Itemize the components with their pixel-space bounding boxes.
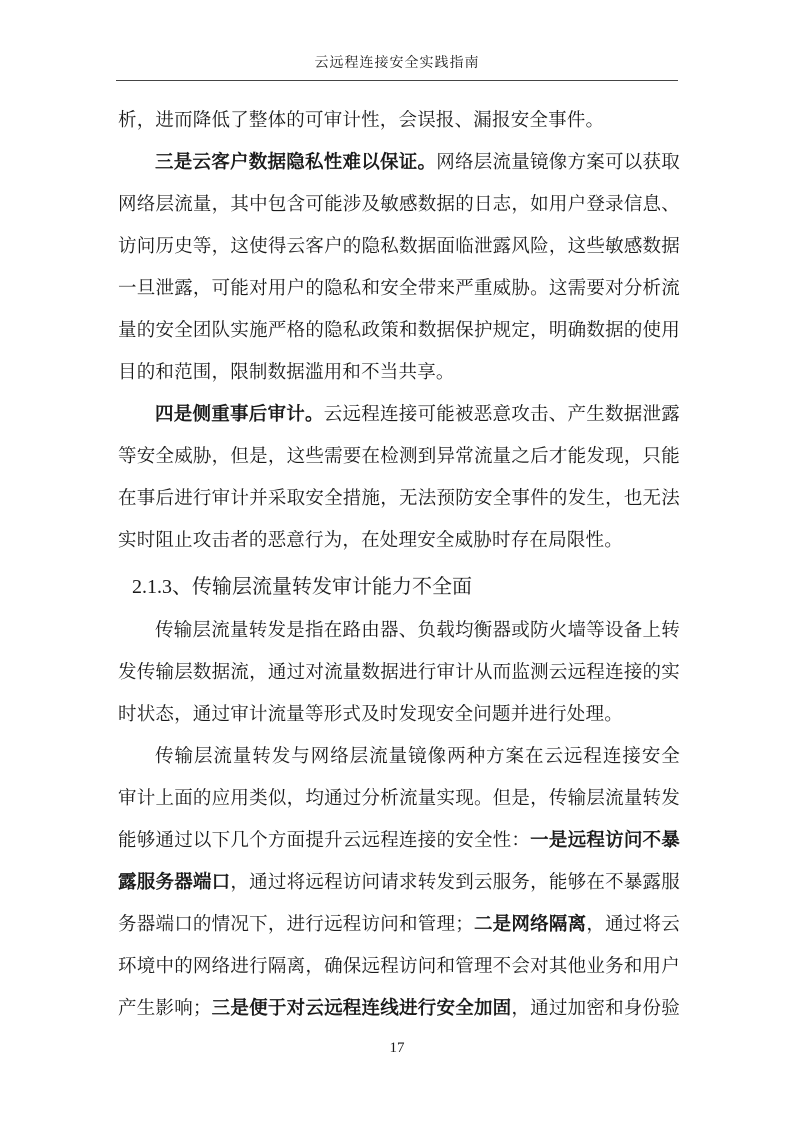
text-line [118, 226, 680, 268]
line-text: 等安全威胁，但是，这些需要在检测到异常流量之后才能发现，只能 [118, 446, 680, 467]
bold-lead-text: 露服务器端口 [118, 872, 231, 893]
section-number: 2.1.3、 [132, 576, 192, 598]
text-line [118, 694, 680, 736]
section-title: 传输层流量转发审计能力不全面 [192, 574, 472, 598]
line-text: ，通过将云 [586, 914, 680, 935]
line-text: ，通过加密和身份验 [511, 998, 680, 1019]
text-line [118, 988, 680, 1030]
line-text: 网络层流量，其中包含可能涉及敏感数据的日志，如用户登录信息、 [118, 194, 680, 215]
header-rule [116, 80, 678, 81]
section-heading [132, 562, 680, 610]
line-text: 时状态，通过审计流量等形式及时发现安全问题并进行处理。 [118, 704, 623, 725]
line-text: 目的和范围，限制数据滥用和不当共享。 [118, 362, 455, 383]
text-line [118, 268, 680, 310]
page-header: 云远程连接安全实践指南 [314, 55, 480, 71]
line-text: 访问历史等，这使得云客户的隐私数据面临泄露风险，这些敏感数据 [118, 236, 680, 257]
line-text: 云远程连接可能被恶意攻击、产生数据泄露 [323, 404, 680, 425]
line-text: 在事后进行审计并采取安全措施，无法预防安全事件的发生，也无法 [118, 488, 680, 509]
line-text: 审计上面的应用类似，均通过分析流量实现。但是，传输层流量转发 [118, 788, 680, 809]
text-line [118, 862, 680, 904]
text-line [118, 736, 680, 778]
line-text: 传输层流量转发是指在路由器、负载均衡器或防火墙等设备上转 [155, 620, 680, 641]
paragraph-block-1 [118, 100, 680, 562]
text-line [118, 436, 680, 478]
line-text: 一旦泄露，可能对用户的隐私和安全带来严重威胁。这需要对分析流 [118, 278, 680, 299]
text-line [118, 478, 680, 520]
text-line [118, 778, 680, 820]
text-line [118, 100, 680, 142]
text-line [118, 310, 680, 352]
line-text: 网络层流量镜像方案可以获取 [436, 152, 680, 173]
text-line [118, 394, 680, 436]
line-text: 务器端口的情况下，进行远程访问和管理； [118, 914, 474, 935]
page-body [118, 100, 680, 1030]
bold-lead-text: 二是网络隔离 [473, 914, 587, 935]
text-line [118, 142, 680, 184]
paragraph-block-2 [118, 610, 680, 1030]
text-line [118, 652, 680, 694]
line-text: 析，进而降低了整体的可审计性，会误报、漏报安全事件。 [118, 110, 605, 131]
bold-lead-text: 四是侧重事后审计。 [155, 404, 324, 425]
line-text: 实时阻止攻击者的恶意行为，在处理安全威胁时存在局限性。 [118, 530, 623, 551]
bold-lead-text: 三是便于对云远程连线进行安全加固 [211, 998, 512, 1019]
bold-lead-text: 一是远程访问不暴 [530, 830, 680, 851]
text-line [118, 904, 680, 946]
line-text: 能够通过以下几个方面提升云远程连接的安全性： [118, 830, 531, 851]
text-line [118, 946, 680, 988]
line-text: ，通过将远程访问请求转发到云服务，能够在不暴露服 [230, 872, 680, 893]
line-text: 环境中的网络进行隔离，确保远程访问和管理不会对其他业务和用户 [118, 956, 680, 977]
page-number: 17 [389, 1040, 405, 1056]
text-line [118, 610, 680, 652]
line-text: 传输层流量转发与网络层流量镜像两种方案在云远程连接安全 [155, 746, 680, 767]
text-line [118, 184, 680, 226]
bold-lead-text: 三是云客户数据隐私性难以保证。 [155, 152, 437, 173]
text-line [118, 820, 680, 862]
line-text: 发传输层数据流，通过对流量数据进行审计从而监测云远程连接的实 [118, 662, 680, 683]
line-text: 产生影响； [118, 998, 212, 1019]
line-text: 量的安全团队实施严格的隐私政策和数据保护规定，明确数据的使用 [118, 320, 680, 341]
text-line [118, 520, 680, 562]
text-line [118, 352, 680, 394]
